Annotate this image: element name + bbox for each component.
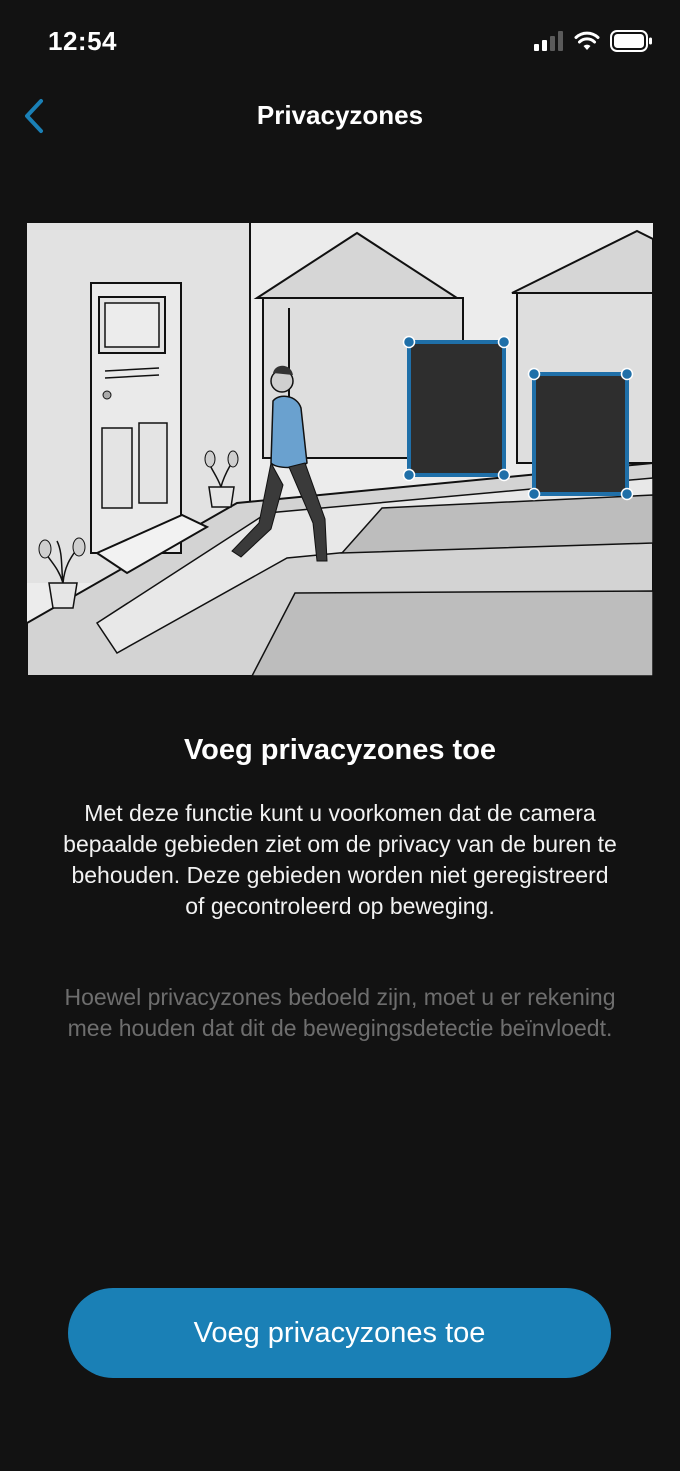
status-bar	[0, 0, 680, 84]
status-icons	[534, 28, 652, 54]
cellular-signal-icon	[534, 31, 564, 51]
illustration-svg	[27, 223, 653, 676]
privacy-zones-illustration	[27, 223, 653, 676]
battery-icon	[610, 30, 652, 52]
section-heading: Voeg privacyzones toe	[183, 734, 497, 766]
add-privacy-zones-button[interactable]: Voeg privacyzones toe	[68, 1288, 611, 1378]
description-text: Met deze functie kunt u voorkomen dat de camera bepaalde gebieden ziet om de privacy van de buren te behouden. Deze gebieden worden niet geregistreerd of gecontroleerd op beweging.	[63, 800, 617, 919]
privacy-zone-2	[529, 369, 633, 500]
status-time: 12:54	[48, 26, 117, 56]
note-text: Hoewel privacyzones bedoeld zijn, moet u er rekening mee houden dat dit de bewegingsdetectie beïnvloedt.	[64, 984, 616, 1041]
wifi-icon	[574, 31, 600, 51]
nav-bar	[0, 84, 680, 148]
page-title: Privacyzones	[256, 100, 424, 130]
privacy-zone-1	[404, 337, 510, 481]
